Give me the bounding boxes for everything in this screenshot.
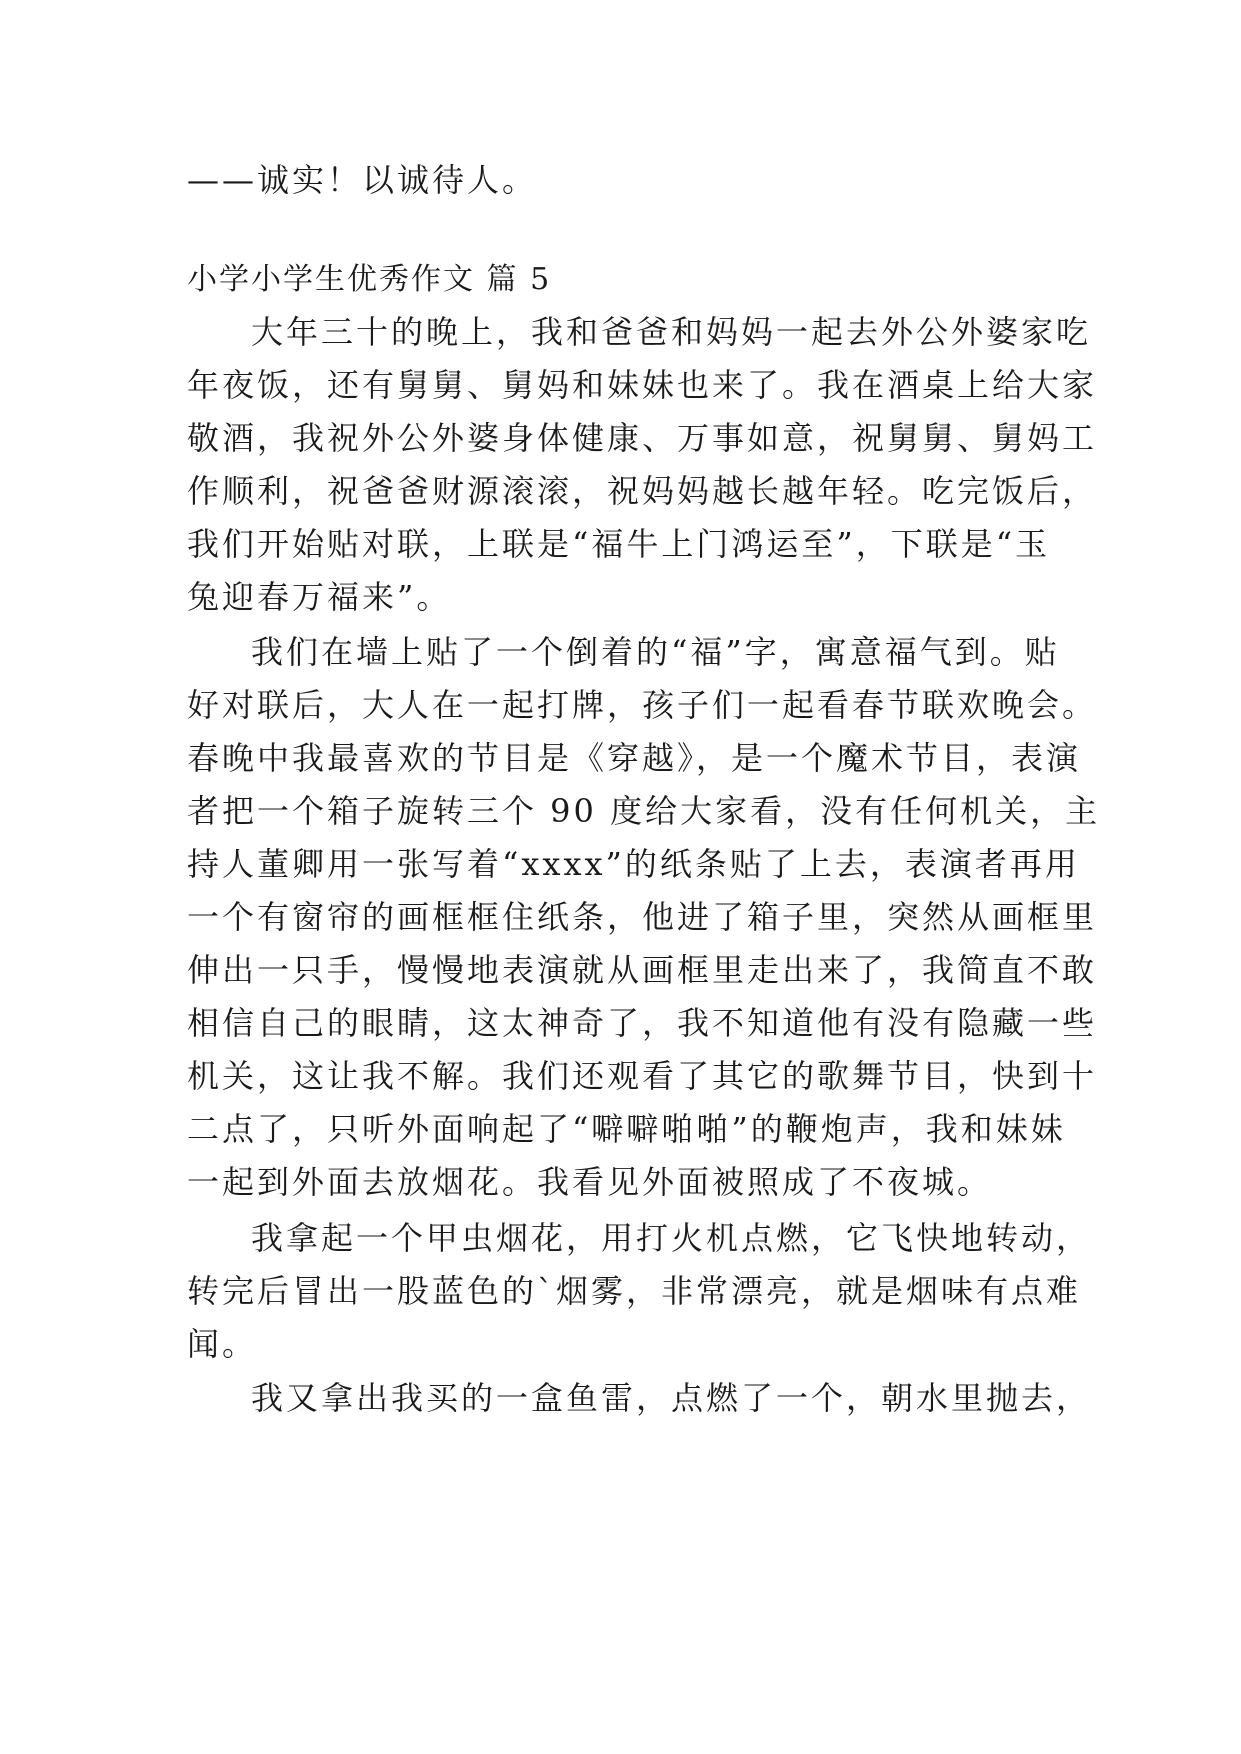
text-line: 我们开始贴对联，上联是“福牛上门鸿运至”，下联是“玉 [187, 525, 1051, 563]
text-line: 伸出一只手，慢慢地表演就从画框里走出来了，我简直不敢 [187, 951, 1098, 989]
text-line: 持人董卿用一张写着“xxxx”的纸条贴了上去，表演者再用 [187, 845, 1080, 883]
text-line: 年夜饭，还有舅舅、舅妈和妹妹也来了。我在酒桌上给大家 [187, 366, 1098, 404]
text-line: 转完后冒出一股蓝色的`烟雾，非常漂亮，就是烟味有点难 [187, 1272, 1082, 1310]
paragraph-first-line: 我又拿出我买的一盒鱼雷，点燃了一个，朝水里抛去， [251, 1379, 1092, 1417]
text-line: 二点了，只听外面响起了“噼噼啪啪”的鞭炮声，我和妹妹 [187, 1110, 1066, 1148]
text-line: 一个有窗帘的画框框住纸条，他进了箱子里，突然从画框里 [187, 898, 1098, 936]
text-line: ——诚实！以诚待人。 [187, 161, 538, 199]
essay-heading: 小学小学生优秀作文 篇 5 [187, 262, 552, 297]
paragraph-first-line: 我们在墙上贴了一个倒着的“福”字，寓意福气到。贴 [251, 633, 1060, 671]
text-line: 相信自己的眼睛，这太神奇了，我不知道他有没有隐藏一些 [187, 1004, 1098, 1042]
text-line: 兔迎春万福来”。 [187, 578, 452, 616]
paragraph-first-line: 我拿起一个甲虫烟花，用打火机点燃，它飞快地转动， [251, 1219, 1092, 1257]
text-line: 好对联后，大人在一起打牌，孩子们一起看春节联欢晚会。 [187, 686, 1098, 724]
text-line: 敬酒，我祝外公外婆身体健康、万事如意，祝舅舅、舅妈工 [187, 419, 1098, 457]
paragraph-first-line: 大年三十的晚上，我和爸爸和妈妈一起去外公外婆家吃 [251, 313, 1092, 351]
text-line: 春晚中我最喜欢的节目是《穿越》，是一个魔术节目，表演 [187, 739, 1082, 777]
text-line: 机关，这让我不解。我们还观看了其它的歌舞节目，快到十 [187, 1057, 1098, 1095]
text-line: 作顺利，祝爸爸财源滚滚，祝妈妈越长越年轻。吃完饭后， [187, 472, 1098, 510]
text-line: 一起到外面去放烟花。我看见外面被照成了不夜城。 [187, 1163, 993, 1201]
text-line: 者把一个箱子旋转三个 90 度给大家看，没有任何机关，主 [187, 792, 1101, 830]
text-line: 闻。 [187, 1325, 258, 1363]
